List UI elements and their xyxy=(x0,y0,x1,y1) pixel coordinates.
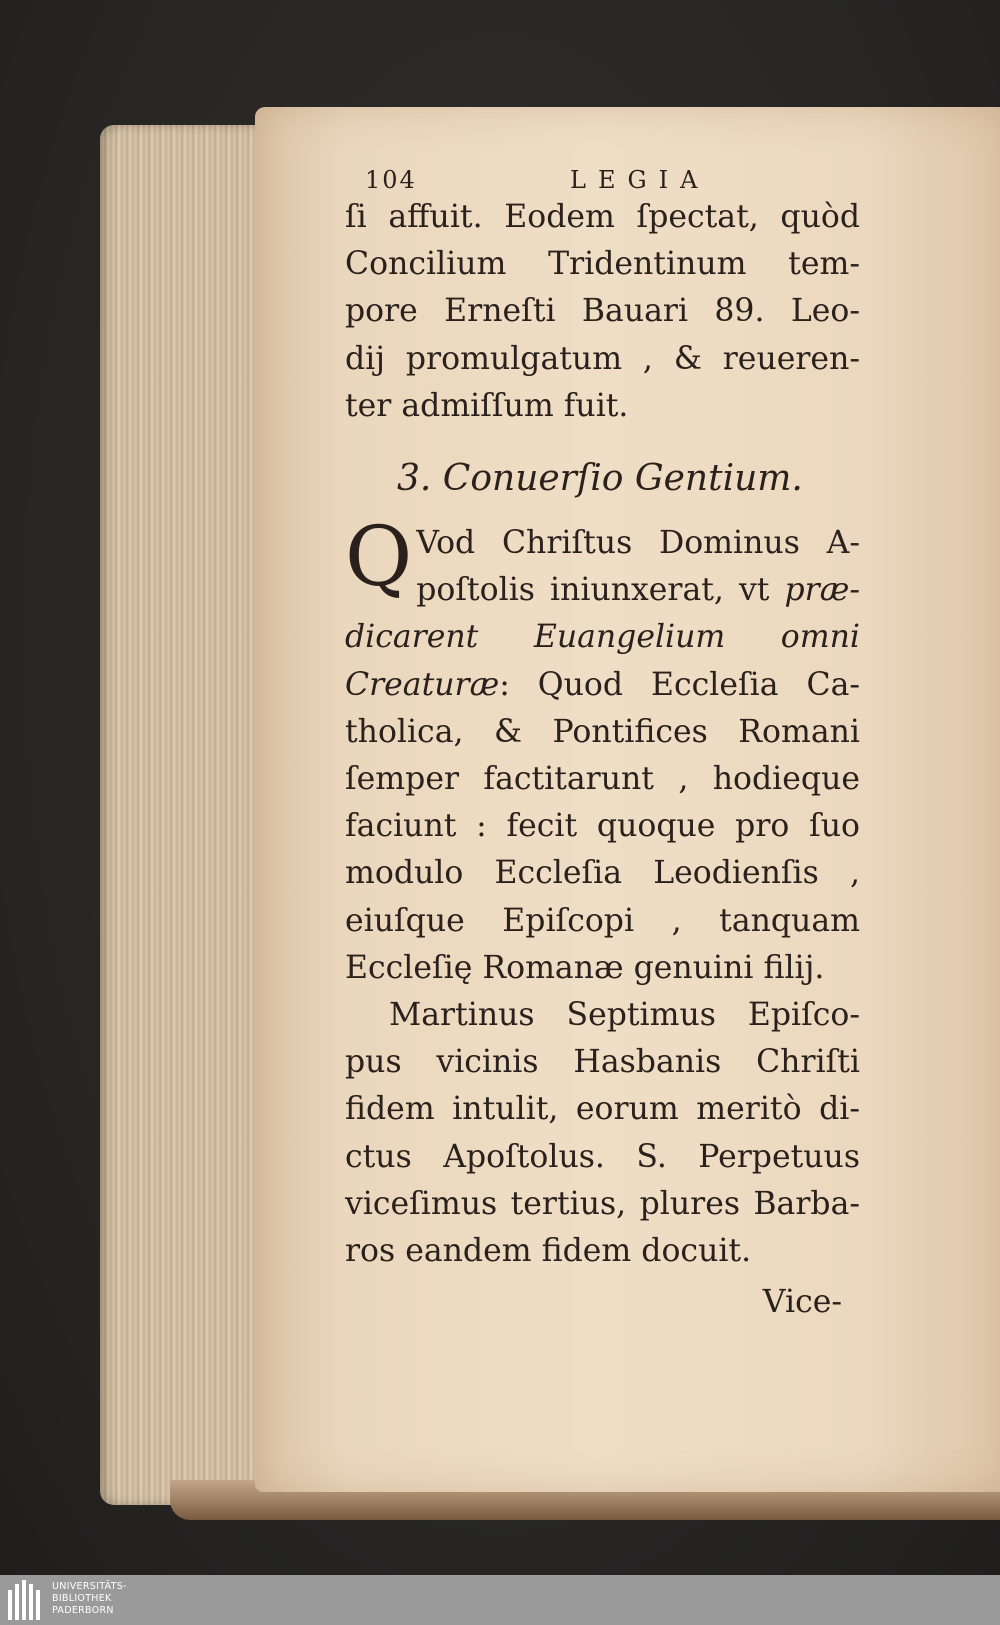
text-line: tholica, & Pontifices Romani xyxy=(345,713,860,750)
paragraph-1 xyxy=(345,510,860,992)
catchword: Vice- xyxy=(762,1284,842,1321)
text-line: dicarent Euangelium omni xyxy=(345,619,860,656)
text-line: ſi affuit. Eodem ſpectat, quòd xyxy=(345,199,860,235)
italic-span: præ- xyxy=(784,572,860,609)
text-line: pore Erneſti Bauari 89. Leo- xyxy=(345,293,860,330)
text-line: modulo Eccleſia Leodienſis , xyxy=(345,855,860,892)
text-line xyxy=(345,567,860,614)
text-line: Martinus Septimus Epiſco- xyxy=(389,997,860,1034)
text-line: eiuſque Epiſcopi , tanquam xyxy=(345,902,860,939)
text-line: Vod Chriſtus Dominus A- xyxy=(416,525,860,562)
text-span: : Quod Eccleſia Ca- xyxy=(499,666,860,703)
library-name-line: BIBLIOTHEK xyxy=(52,1593,112,1604)
italic-span: Creaturæ xyxy=(345,666,500,703)
text-line: dij promulgatum , & reueren- xyxy=(345,340,860,377)
library-name xyxy=(52,1581,127,1617)
text-line: ctus Apoſtolus. S. Perpetuus xyxy=(345,1138,860,1175)
running-head: LEGIA xyxy=(570,166,710,194)
text-line: pus vicinis Hasbanis Chriſti xyxy=(345,1044,860,1081)
text-line: fidem intulit, eorum meritò di- xyxy=(345,1091,860,1128)
page-number: 104 xyxy=(365,166,417,194)
section-heading: 3. Conuerſio Gentium. xyxy=(397,458,803,500)
text-line: viceſimus tertius, plures Barba- xyxy=(345,1185,860,1222)
text-line: Eccleſię Romanæ genuini filij. xyxy=(345,949,825,986)
library-name-line: UNIVERSITÄTS- xyxy=(52,1581,127,1592)
page-edges xyxy=(100,125,280,1505)
text-line: ſemper factitarunt , hodieque xyxy=(345,761,860,798)
text-line: Concilium Tridentinum tem- xyxy=(345,246,860,283)
library-logo-icon xyxy=(6,1580,46,1620)
text-line: ter admiſſum fuit. xyxy=(345,387,629,424)
text-line: faciunt : fecit quoque pro ſuo xyxy=(345,808,860,845)
text-span: poſtolis iniunxerat, vt xyxy=(416,572,785,609)
paragraph-2 xyxy=(345,992,860,1275)
page-header xyxy=(345,160,860,200)
text-line xyxy=(345,662,860,709)
text-line: ros eandem fidem docuit. xyxy=(345,1233,752,1270)
page-text xyxy=(345,160,860,1326)
library-name-line: PADERBORN xyxy=(52,1605,114,1616)
drop-capital: Q xyxy=(345,510,413,606)
library-footer-bar xyxy=(0,1575,1000,1625)
